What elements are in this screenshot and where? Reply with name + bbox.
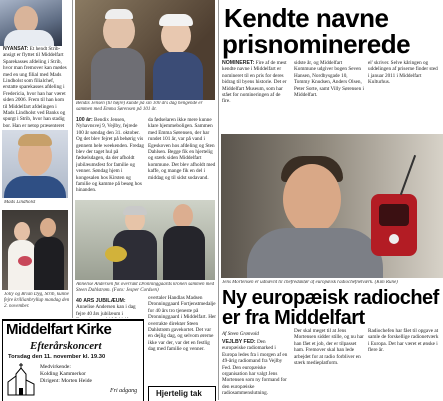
radio-headline-2: er fra Middelfart <box>222 307 365 329</box>
mads-shirt <box>4 176 66 198</box>
mads-caption: Mads Lindholst <box>4 200 36 205</box>
kirke-free: Fri adgang <box>110 388 138 394</box>
jubilee-caption: Annelise Andersen fik overrakt Dronninggaards kronen sammen med Steen Dahlstrøm. (Foto: Jesper Cordsen) <box>76 282 215 293</box>
radio-chief-face <box>283 164 341 234</box>
centenarian-photo <box>75 0 215 100</box>
kirke-line1: Medvirkende: <box>40 364 71 370</box>
radio-chief-body <box>247 228 383 278</box>
director-face <box>173 204 193 228</box>
person-shirt <box>4 30 54 46</box>
kendte-col1-text: Fire af de mest kendte navne i Middelfart er nomineret til en pris for deres bidrag til byens historie. Det er Middelfart Museum, som har stået for nomineringen af de fire. <box>222 60 287 105</box>
groom-suit <box>34 237 64 290</box>
kirke-date: Torsdag den 11. november kl. 19.30 <box>8 354 106 360</box>
bride-face <box>14 222 30 241</box>
radio-lead: VEJLBY FED: <box>222 339 256 345</box>
left-divider <box>72 0 73 318</box>
kendte-col3: el' skriver. Selve kåringen og uddelingen af priserne finder sted i januar 2011 i Middelfart Kulturhus. <box>368 60 438 86</box>
wedding-caption: Jolly og Brian Dyg, Strib, kunne fejre krillianbryllup mandag den 2. november. <box>4 292 70 309</box>
kendte-col1 <box>222 60 290 132</box>
mads-lindholst-photo <box>2 130 68 198</box>
kendte-headline-1: Kendte navne <box>224 3 389 33</box>
jubilee-lead: 40 ÅRS JUBILÆUM: <box>76 298 126 304</box>
woman-hair <box>159 14 193 26</box>
radio-col1-text: Den europæiske radiomarked i Europa ledes fra i morgen af en 49-årig radiomand fra Vejlby Fed. Den europæiske organisation har valgt Jens Mortensen som ny formand for den europæiske radiosammenslutning. <box>222 339 288 397</box>
nyansat-text: Et hendt Strib-ansigt er flyttet til Middelfart Sparekasses afdeling i Strib, hvor man fremover kan mødes med en ung filial med Mads Lindholst som filialchef, erstatte sparekasses afdeling i Fredericia, hvor han har været siden 2006. Frem til han kom til Middelfart afdelingen i Mads Lindholst ved Banks og spurgt i Strib, hvor han stadig bor. Han er netop præsenteret <box>3 46 67 128</box>
radio-device <box>371 194 417 256</box>
kendte-headline-2: prisnominerede <box>222 29 411 59</box>
woman-body <box>153 52 203 100</box>
centenarian-lead: 100 år: <box>76 117 93 123</box>
centenarian-article-col1 <box>76 117 144 199</box>
kirke-title: Middelfart Kirke <box>6 321 112 338</box>
annelise-hair <box>123 206 147 215</box>
kendte-col2: sidste år, og Middelfart Kommune udgiver bogen Seven Hansen, Nordbysgade 10, Tommy Knudsen, Anders Olsen, Peter Sorte, samt Villy Sørensen i Middelfart. <box>294 60 364 99</box>
jubilee-photo <box>75 200 215 280</box>
jubilee-article-col2: overtaler Handlas Madsen Dronninggaard Fortjenstmedalje for 40 års tro tjeneste på Dronninggaard i Middelfart. Her overrakte direktør Steen Dahlstrøm gavekortet. Det var en dejlig dag, og selvom ørerne ikke var der, var det en festlig dag med familie og venner. <box>148 295 216 353</box>
kirke-line2: Kolding Kammerkor <box>40 371 86 377</box>
kirke-church-icon <box>6 362 36 396</box>
radio-chief-photo <box>221 134 443 278</box>
centenarian-article-col2: da fødselaren ikke mere kunne klare hjemmeboligen. Sammen med Emma Sørensen, der har rundet 101 år, var på vand i Egeskoven hos afdeling og Sten Dahlsen. Begge fik en hjertelig og stærk siden Middelfart kommune. Det blev afholdt med kaffe, og mange fik en del i middag og til sidst sodavand. <box>148 117 216 181</box>
radio-col3: Radiochefen har fået til opgave at samle de forskellige radionetværk i Europa. Det har været et ønske i flere år. <box>368 328 439 354</box>
middle-divider <box>218 0 219 400</box>
groom-face <box>40 218 56 237</box>
wedding-photo <box>2 210 68 290</box>
flowers <box>105 246 127 262</box>
radio-knob <box>389 234 399 244</box>
radio-speaker <box>379 204 409 226</box>
radio-col1 <box>222 339 290 400</box>
radio-chief-caption: Jens Mortensen er udnævnt til chefredaktør af europæisk radiochefnetværk. (Kim Rune) <box>222 280 398 285</box>
church-icon <box>6 362 36 396</box>
radio-antenna <box>400 155 416 195</box>
nyansat-article <box>3 46 69 128</box>
mads-hair <box>18 134 52 146</box>
director-suit <box>163 226 205 280</box>
radio-byline: Af Steen Grønvold <box>222 332 259 337</box>
jubilee-text: Annelise Andersen kan i dag fejre 40 års jubilæum i <box>76 304 136 317</box>
bouquet <box>18 256 32 266</box>
kirke-subtitle: Efterårskoncert <box>30 340 102 352</box>
centenarian-text: Bendix Jensen, Nyhavnsvej 9, Vejlby, fejrede 100 år søndag den 31. oktober. Og det blev fejret på behørig vis gennem hele weekenden. Fredag blev der taget hul på fødselsdagen, da der afholdt jubilæumsfest for familie og venner. Søndag hjem i kongesalen hos Kirsten og familie og kamme på besøg hos hinanden. <box>76 117 144 194</box>
radio-col2: Der skal meget til at Jens Mortensen sidder stille, og nu har han fået et job, der er tilpasset ham. Fremover skal han lede arbejdet for at radio forbliver en stærk medieplatform. <box>294 328 364 367</box>
nyansat-lead: NYANSAT: <box>3 46 29 52</box>
centenarian-caption: Bendix Jensen (til højre) kunde på sin 100 års dag hengende er sammen med Emma Sørensen på 101 år. <box>76 101 203 112</box>
man-body <box>91 48 145 100</box>
top-left-photo <box>0 0 62 46</box>
jubilee-article-col1 <box>76 298 144 318</box>
hjertelig-text: Hjertelig tak <box>156 389 202 398</box>
kirke-line3: Dirigent: Morten Heide <box>40 378 92 384</box>
man-hair <box>105 9 133 19</box>
kendte-lead: NOMINERET: <box>222 60 255 66</box>
radio-headline-1: Ny europæisk radiochef <box>222 287 439 309</box>
